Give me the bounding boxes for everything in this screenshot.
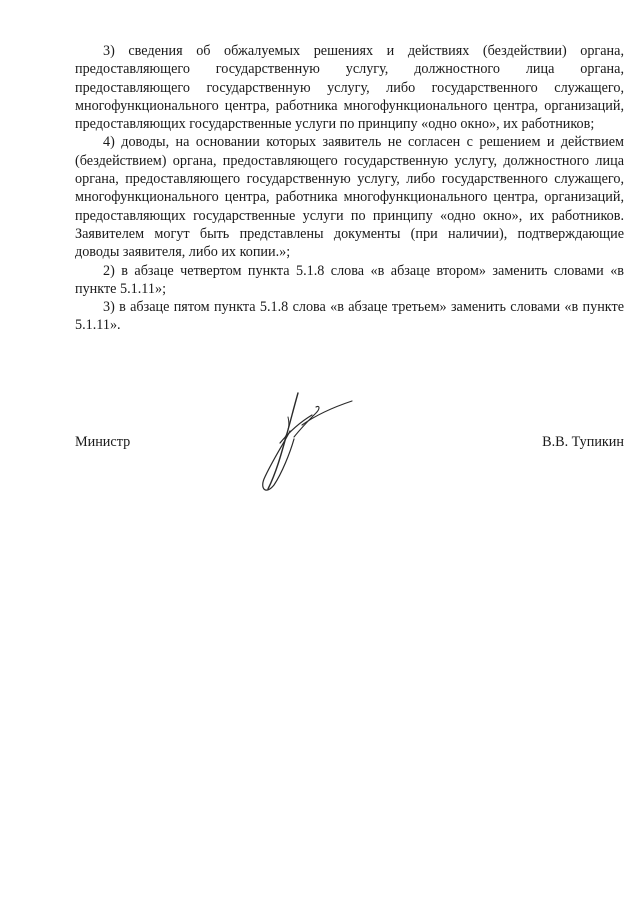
paragraph-item-4-arguments: 4) доводы, на основании которых заявитель не согласен с решением и действием (бездействием) органа, предоставляющего государственную услугу, должностного лица органа, предоставляющего государственную услугу, либо государственного служащего, многофункционального центра, работника многофункционального центра, организаций, предоставляющих государственные услуги по принципу «одно окно», их работников. Заявителем могут быть представлены документы (при наличии), подтверждающие доводы заявителя, либо их копии.»; [75,134,624,261]
signature-block [75,433,624,455]
signatory-title: Министр [75,434,131,450]
paragraph-amendment-2: 2) в абзаце четвертом пункта 5.1.8 слова «в абзаце втором» заменить словами «в пункте 5.1.11»; [75,262,624,297]
paragraph-item-3-details: 3) сведения об обжалуемых решениях и действиях (бездействии) органа, предоставляющего государственную услугу, должностного лица органа, предоставляющего государственную услугу, либо государственного служащего, многофункционального центра, работника многофункционального центра, организаций, предоставляющих государственные услуги по принципу «одно окно», их работников; [75,43,624,133]
paragraph-amendment-3: 3) в абзаце пятом пункта 5.1.8 слова «в абзаце третьем» заменить словами «в пункте 5.1.11». [75,299,624,334]
document-body [75,42,624,335]
signatory-name: В.В. Тупикин [542,434,624,450]
